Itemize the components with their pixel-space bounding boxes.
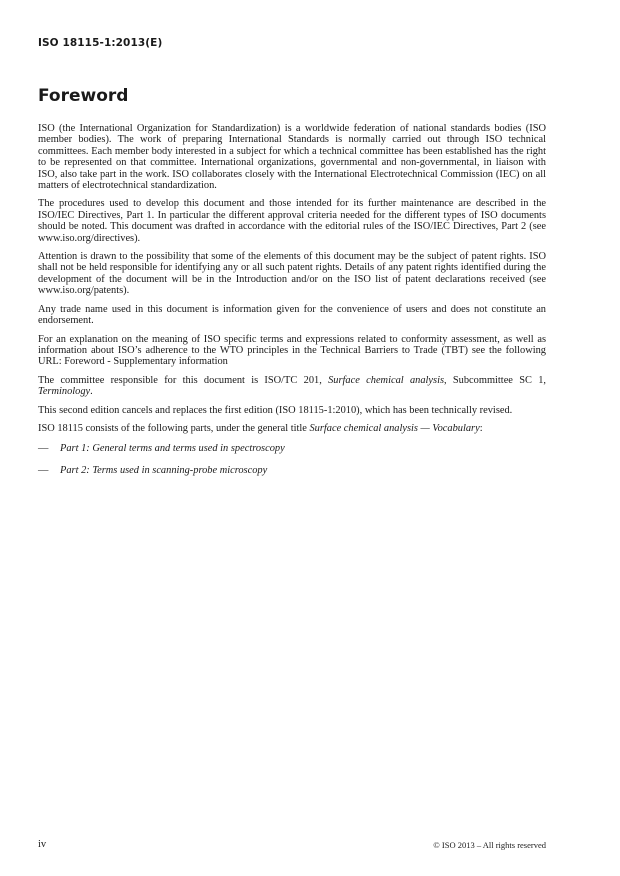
- copyright-notice: © ISO 2013 – All rights reserved: [433, 840, 546, 850]
- committee-name: Surface chemical analysis: [328, 374, 444, 386]
- list-item: [38, 465, 546, 476]
- document-id: ISO 18115-1:2013(E): [38, 37, 163, 49]
- paragraph-committee: [38, 375, 546, 398]
- part-label: Part 1: General terms and terms used in spectroscopy: [60, 443, 285, 455]
- paragraph-parts-intro: [38, 423, 546, 434]
- page-title: Foreword: [38, 86, 129, 106]
- parts-intro-prefix: ISO 18115 consists of the following parts, under the general title: [38, 422, 310, 434]
- committee-text-suffix: .: [90, 386, 93, 398]
- subcommittee-name: Terminology: [38, 386, 91, 398]
- paragraph-patents: Attention is drawn to the possibility that some of the elements of this document may be the subject of patent rights. ISO shall not be held responsible for identifying any or all such patent rights. Details of any patent rights identified during the development of the document will be in the Introduction and/or on the ISO list of patent declarations received (see www.iso.org/patents).: [38, 251, 546, 297]
- paragraph-procedures: The procedures used to develop this document and those intended for its further maintenance are described in the ISO/IEC Directives, Part 1. In particular the different approval criteria needed for the different types of ISO documents should be noted. This document was drafted in accordance with the editorial rules of the ISO/IEC Directives, Part 2 (see www.iso.org/directives).: [38, 198, 546, 244]
- list-dash: —: [38, 464, 49, 476]
- foreword-body: [38, 123, 546, 486]
- paragraph-trade-name: Any trade name used in this document is information given for the convenience of users and does not constitute an endorsement.: [38, 303, 546, 327]
- list-dash: —: [38, 443, 49, 455]
- parts-intro-suffix: :: [479, 422, 483, 434]
- list-item: [38, 443, 546, 454]
- part-label: Part 2: Terms used in scanning-probe microscopy: [60, 464, 268, 476]
- committee-text-prefix: The committee responsible for this document is ISO/TC 201,: [38, 374, 329, 386]
- committee-text-mid: , Subcommittee SC 1,: [444, 374, 547, 386]
- paragraph-conformity: For an explanation on the meaning of ISO specific terms and expressions related to conformity assessment, as well as information about ISO’s adherence to the WTO principles in the Technical Barriers to Trade (TBT) see the following URL: Foreword - Supplementary information: [38, 333, 546, 368]
- page-number: iv: [38, 839, 47, 850]
- general-title: Surface chemical analysis — Vocabulary: [309, 422, 480, 434]
- paragraph-edition: This second edition cancels and replaces the first edition (ISO 18115-1:2010), which has been technically revised.: [38, 404, 513, 416]
- paragraph-federation: ISO (the International Organization for Standardization) is a worldwide federation of national standards bodies (ISO member bodies). The work of preparing International Standards is normally carried out through ISO technical committees. Each member body interested in a subject for which a technical committee has been established has the right to be represented on that committee. International organizations, governmental and non-governmental, in liaison with ISO, also take part in the work. ISO collaborates closely with the International Electrotechnical Commission (IEC) on all matters of electrotechnical standardization.: [38, 123, 546, 192]
